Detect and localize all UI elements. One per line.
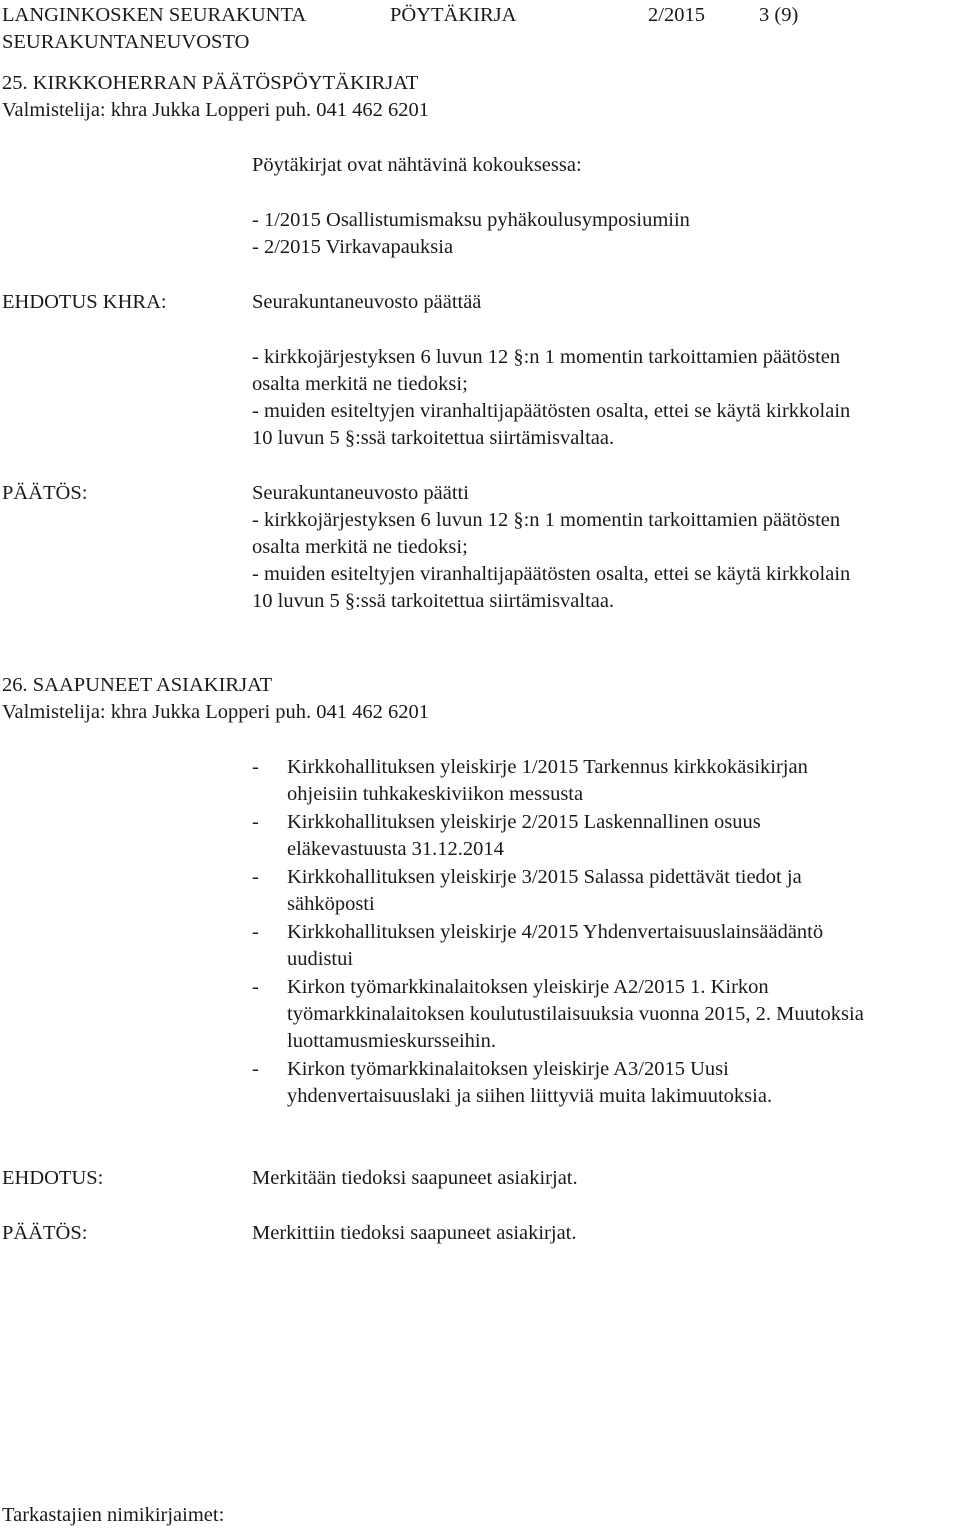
list-item-line: uudistui [287,948,354,970]
list-item-line: Kirkkohallituksen yleiskirje 3/2015 Salassa pidettävät tiedot ja [287,866,802,888]
header-number: 2/2015 [648,4,705,26]
list-item-line: Kirkkohallituksen yleiskirje 2/2015 Laskennallinen osuus [287,811,761,833]
header-page: 3 (9) [759,4,799,26]
list-dash: - [252,1058,259,1080]
proposal-heading: Seurakuntaneuvosto päättää [252,291,482,313]
list-item-line: eläkevastuusta 31.12.2014 [287,838,504,860]
list-dash: - [252,756,259,778]
list-item-line: luottamusmieskursseihin. [287,1030,496,1052]
section-25-title: 25. KIRKKOHERRAN PÄÄTÖSPÖYTÄKIRJAT [2,72,419,94]
list-dash: - [252,921,259,943]
decision-label: PÄÄTÖS: [2,482,88,504]
list-item-line: yhdenvertaisuuslaki ja siihen liittyviä muita lakimuutoksia. [287,1085,773,1107]
header-body: SEURAKUNTANEUVOSTO [2,31,250,53]
section-26-decision-text: Merkittiin tiedoksi saapuneet asiakirjat. [252,1222,577,1244]
list-dash: - [252,866,259,888]
header-org: LANGINKOSKEN SEURAKUNTA [2,4,307,26]
list-item-line: sähköposti [287,893,375,915]
decision-line: osalta merkitä ne tiedoksi; [252,536,468,558]
section-26-proposal-text: Merkitään tiedoksi saapuneet asiakirjat. [252,1167,578,1189]
list-item-line: Kirkon työmarkkinalaitoksen yleiskirje A3/2015 Uusi [287,1058,729,1080]
decision-line: 10 luvun 5 §:ssä tarkoitettua siirtämisvaltaa. [252,590,615,612]
list-item-line: Kirkkohallituksen yleiskirje 1/2015 Tarkennus kirkkokäsikirjan [287,756,808,778]
proposal-line: 10 luvun 5 §:ssä tarkoitettua siirtämisvaltaa. [252,427,615,449]
section-25-intro: Pöytäkirjat ovat nähtävinä kokouksessa: [252,154,582,176]
list-item-line: Kirkon työmarkkinalaitoksen yleiskirje A2/2015 1. Kirkon [287,976,769,998]
section-26-proposal-label: EHDOTUS: [2,1167,104,1189]
proposal-line: osalta merkitä ne tiedoksi; [252,373,468,395]
list-dash: - [252,811,259,833]
section-26-preparer: Valmistelija: khra Jukka Lopperi puh. 041 462 6201 [2,701,430,723]
signatures-label: Tarkastajien nimikirjaimet: [2,1504,225,1526]
list-item-line: ohjeisiin tuhkakeskiviikon messusta [287,783,584,805]
proposal-line: - kirkkojärjestyksen 6 luvun 12 §:n 1 momentin tarkoittamien päätösten [252,346,841,368]
proposal-label: EHDOTUS KHRA: [2,291,167,313]
section-25-item: - 1/2015 Osallistumismaksu pyhäkoulusymposiumiin [252,209,690,231]
decision-line: - kirkkojärjestyksen 6 luvun 12 §:n 1 momentin tarkoittamien päätösten [252,509,841,531]
list-item-line: Kirkkohallituksen yleiskirje 4/2015 Yhdenvertaisuuslainsäädäntö [287,921,824,943]
list-dash: - [252,976,259,998]
section-26-title: 26. SAAPUNEET ASIAKIRJAT [2,674,273,696]
header-doc-type: PÖYTÄKIRJA [390,4,517,26]
decision-line: - muiden esiteltyjen viranhaltijapäätösten osalta, ettei se käytä kirkkolain [252,563,851,585]
section-26-decision-label: PÄÄTÖS: [2,1222,88,1244]
proposal-line: - muiden esiteltyjen viranhaltijapäätösten osalta, ettei se käytä kirkkolain [252,400,851,422]
decision-heading: Seurakuntaneuvosto päätti [252,482,469,504]
section-25-item: - 2/2015 Virkavapauksia [252,236,454,258]
section-25-preparer: Valmistelija: khra Jukka Lopperi puh. 041 462 6201 [2,99,430,121]
list-item-line: työmarkkinalaitoksen koulutustilaisuuksia vuonna 2015, 2. Muutoksia [287,1003,864,1025]
